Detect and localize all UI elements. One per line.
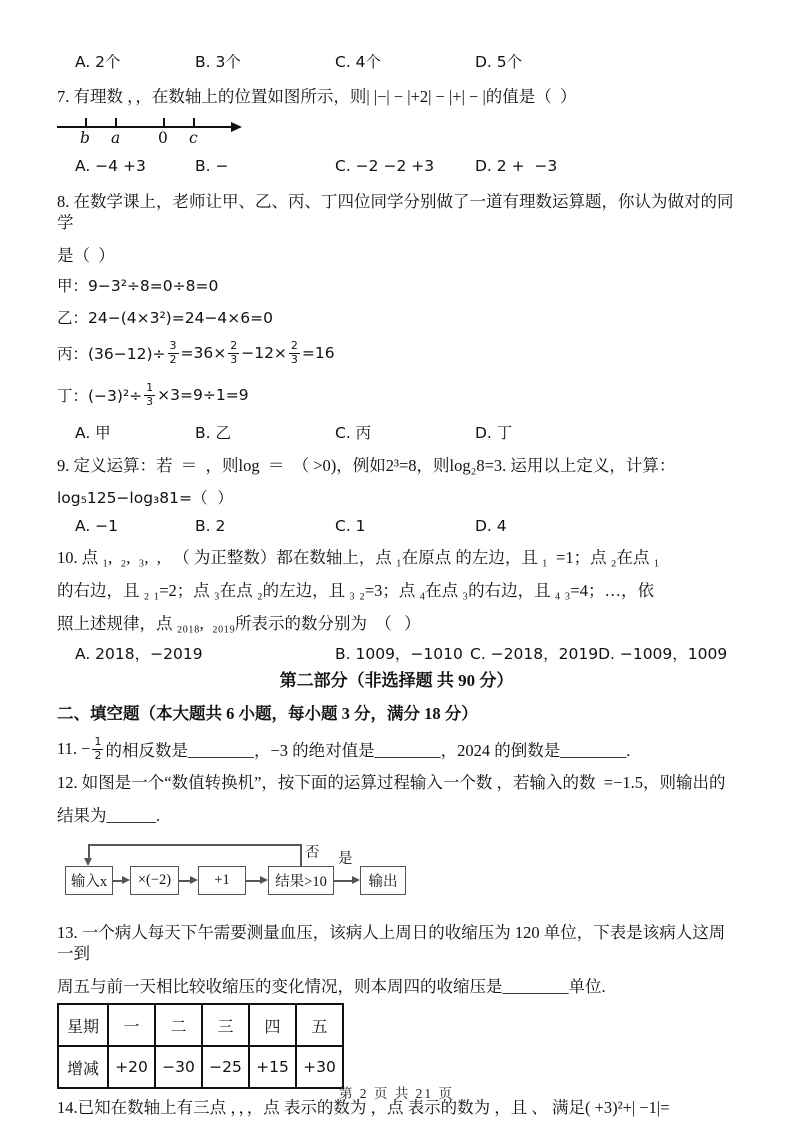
- arrow-right-icon: [190, 876, 198, 884]
- q11-seg2: 的相反数是________，−3 的绝对值是________，2024 的倒数是________.: [105, 741, 631, 760]
- arrow-down-icon: [84, 858, 92, 866]
- q6-options-row: [57, 50, 736, 72]
- q14-text: 14.已知在数轴上有三点 ，，，点 表示的数为 ，点 表示的数为 ，且 、 满足( +3)²+| −1|=: [57, 1098, 670, 1117]
- q9-option-c: C. 1: [335, 517, 366, 535]
- bing-seg2: =36×: [180, 344, 227, 362]
- numberline-label-c: c: [189, 129, 198, 147]
- q10-option-b: B. 1009，−1010: [335, 645, 463, 663]
- flow-box-input: 输入x: [65, 866, 113, 895]
- q8-work-jia: 甲：9−3²÷8=0÷8=0: [57, 277, 219, 295]
- flow-no-label: 否: [305, 845, 320, 861]
- table-cell: −25: [202, 1046, 249, 1088]
- q10-option-c: C. −2018，2019: [470, 645, 599, 663]
- table-cell: +20: [108, 1046, 155, 1088]
- table-cell: 三: [202, 1004, 249, 1046]
- q10-option-a: A. 2018，−2019: [75, 645, 203, 663]
- flow-loop-riser: [300, 844, 302, 866]
- q12-text-line1: 12. 如图是一个“数值转换机”，按下面的运算过程输入一个数 ，若输入的数 =−1.5，则输出的: [57, 773, 726, 792]
- table-cell: 增减: [58, 1046, 108, 1088]
- flow-conn3: [246, 880, 261, 882]
- q6-option-b: B. 3个: [195, 53, 241, 71]
- flow-box-plus1: +1: [198, 866, 246, 895]
- numberline-tick: [85, 118, 87, 127]
- q10-options-row: [57, 642, 736, 664]
- table-cell: 一: [108, 1004, 155, 1046]
- fraction-3-2: $\frac{3}{2}$: [169, 338, 177, 366]
- q10-text-line2: 的右边，且 ₂ ₁=2；点 ₃在点 ₂的左边，且 ₃ ₂=3；点 ₄在点 ₃的右边，且 ₄ ₃=4；…，依: [57, 581, 654, 600]
- q9-text-line2: log₅125−log₃81=（ ）: [57, 489, 233, 507]
- table-row-weekday: [58, 1004, 343, 1046]
- table-cell: 星期: [58, 1004, 108, 1046]
- q12-flowchart-figure: [57, 836, 487, 910]
- fraction-2-3: $\frac{2}{3}$: [230, 338, 238, 366]
- flow-loop-dropper: [88, 844, 90, 859]
- bing-seg3: −12×: [241, 344, 287, 362]
- q7-option-c: C. −2 −2 +3: [335, 157, 435, 175]
- table-cell: 四: [249, 1004, 296, 1046]
- numberline-tick: [163, 118, 165, 127]
- q12-text-line2: 结果为______.: [57, 806, 161, 825]
- q6-option-d: D. 5个: [475, 53, 523, 71]
- q8-option-c: C. 丙: [335, 424, 372, 442]
- section2-title: 二、填空题（本大题共 6 小题，每小题 3 分，满分 18 分）: [57, 704, 478, 723]
- arrow-right-icon: [231, 122, 242, 132]
- q8-option-a: A. 甲: [75, 424, 111, 442]
- q8-options-row: [57, 421, 736, 443]
- flow-loop-top: [88, 844, 302, 846]
- numberline-label-b: b: [80, 129, 90, 147]
- table-cell: 二: [155, 1004, 202, 1046]
- numberline-tick: [193, 118, 195, 127]
- ding-seg1: 丁：(−3)²÷: [57, 387, 143, 405]
- table-cell: 五: [296, 1004, 343, 1046]
- arrow-right-icon: [260, 876, 268, 884]
- flow-box-output: 输出: [360, 866, 406, 895]
- fraction-1-2: $\frac{1}{2}$: [94, 734, 102, 762]
- numberline-tick: [115, 118, 117, 127]
- q8-text-line1: 8. 在数学课上，老师让甲、乙、丙、丁四位同学分别做了一道有理数运算题，你认为做对的同学: [57, 192, 734, 232]
- flow-conn4: [334, 880, 353, 882]
- q8-option-b: B. 乙: [195, 424, 231, 442]
- q9-option-d: D. 4: [475, 517, 507, 535]
- q8-work-yi: 乙：24−(4×3²)=24−4×6=0: [57, 309, 273, 327]
- q10-text-line1: 10. 点 ₁, ₂, ₃, , （ 为正整数）都在数轴上，点 ₁在原点 的左边，且 ₁ =1；点 ₂在点 ₁: [57, 548, 660, 567]
- q6-option-c: C. 4个: [335, 53, 382, 71]
- q7-text: 7. 有理数 ，，在数轴上的位置如图所示，则| |−| − |+2| − |+| − |的值是（ ）: [57, 87, 577, 106]
- part2-title: 第二部分（非选择题 共 90 分）: [279, 671, 514, 690]
- numberline-label-a: a: [111, 129, 121, 147]
- page-footer: 第 2 页 共 21 页: [338, 1086, 455, 1101]
- q9-option-b: B. 2: [195, 517, 226, 535]
- q9-option-a: A. −1: [75, 517, 119, 535]
- q7-option-a: A. −4 +3: [75, 157, 146, 175]
- q8-text-line2: 是（ ）: [57, 246, 115, 265]
- ding-seg2: ×3=9÷1=9: [157, 386, 249, 404]
- q10-text-line3: 照上述规律，点 ₂₀₁₈, ₂₀₁₉所表示的数分别为 （ ）: [57, 614, 421, 633]
- q13-text-line2: 周五与前一天相比较收缩压的变化情况，则本周四的收缩压是________单位.: [57, 977, 606, 996]
- q8-work-bing: [57, 335, 736, 371]
- arrow-right-icon: [352, 876, 360, 884]
- flow-yes-label: 是: [338, 851, 353, 867]
- fraction-1-3: $\frac{1}{3}$: [146, 380, 154, 408]
- q8-option-d: D. 丁: [475, 424, 513, 442]
- q7-option-d: D. 2 + −3: [475, 157, 558, 175]
- q9-options-row: [57, 517, 736, 535]
- flow-box-times-neg2: ×(−2): [130, 866, 179, 895]
- flow-box-result: 结果>10: [268, 866, 334, 895]
- arrow-right-icon: [122, 876, 130, 884]
- q8-work-ding: [57, 377, 736, 413]
- q11-text: [57, 734, 736, 764]
- q9-text-line1: 9. 定义运算：若 ＝ ，则log ＝ （ >0)，例如2³=8，则log₂8=3. 运用以上定义，计算：: [57, 456, 676, 475]
- q13-text-line1: 13. 一个病人每天下午需要测量血压，该病人上周日的收缩压为 120 单位，下表是该病人这周一到: [57, 923, 726, 963]
- numberline-label-0: 0: [158, 129, 168, 147]
- q11-seg1: 11. −: [57, 739, 91, 758]
- table-cell: +30: [296, 1046, 343, 1088]
- bing-seg4: =16: [301, 344, 335, 362]
- q10-option-d: D. −1009，1009: [598, 645, 728, 663]
- q13-table: [57, 1003, 344, 1089]
- q7-option-b: B. −: [195, 157, 229, 175]
- q7-numberline-figure: [57, 111, 307, 151]
- table-cell: −30: [155, 1046, 202, 1088]
- bing-seg1: 丙：(36−12)÷: [57, 345, 166, 363]
- fraction-2-3: $\frac{2}{3}$: [290, 338, 298, 366]
- table-cell: +15: [249, 1046, 296, 1088]
- q7-options-row: [57, 157, 736, 175]
- q6-option-a: A. 2个: [75, 53, 121, 71]
